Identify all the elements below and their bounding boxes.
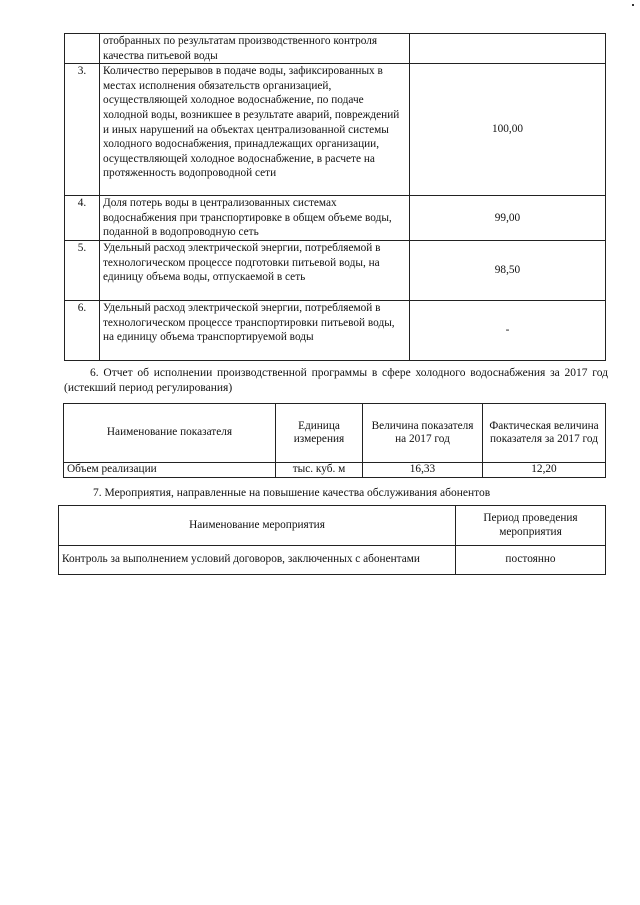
- measure-period: постоянно: [456, 546, 606, 575]
- row-number: 6.: [65, 301, 100, 361]
- program-report-table: [63, 403, 606, 478]
- row-number: 5.: [65, 241, 100, 301]
- section-6-heading: 6. Отчет об исполнении производственной программы в сфере холодного водоснабжения за 2017 год (истекший период регулирования): [64, 367, 608, 394]
- row-number: [65, 34, 100, 64]
- header-actual-value: Фактическая величина показателя за 2017 год: [483, 404, 606, 463]
- scan-dot: [632, 4, 634, 6]
- actual-value: 12,20: [483, 463, 606, 478]
- table-row: [65, 34, 606, 64]
- header-indicator-name: Наименование показателя: [64, 404, 276, 463]
- header-measure-name: Наименование мероприятия: [59, 506, 456, 546]
- indicator-name: Объем реализации: [64, 463, 276, 478]
- measure-name: Контроль за выполнением условий договоров, заключенных с абонентами: [59, 546, 456, 575]
- indicator-value: 98,50: [410, 241, 606, 301]
- indicator-description: Удельный расход электрической энергии, потребляемой в технологическом процессе транспортировки питьевой воды, на единицу объема транспортируемой воды: [100, 301, 410, 361]
- table-row: [65, 301, 606, 361]
- row-number: 4.: [65, 196, 100, 241]
- indicator-description: отобранных по результатам производственного контроля качества питьевой воды: [100, 34, 410, 64]
- table-header-row: [59, 506, 606, 546]
- indicator-description: Доля потерь воды в централизованных системах водоснабжения при транспортировке в общем объеме воды, поданной в водопроводную сеть: [100, 196, 410, 241]
- table-row: [65, 64, 606, 196]
- table-row: [65, 196, 606, 241]
- indicator-value: 99,00: [410, 196, 606, 241]
- measures-table: [58, 505, 606, 575]
- table-header-row: [64, 404, 606, 463]
- header-planned-value: Величина показателя на 2017 год: [363, 404, 483, 463]
- table-row: [65, 241, 606, 301]
- section-7-heading: 7. Мероприятия, направленные на повышение качества обслуживания абонентов: [93, 487, 491, 499]
- planned-value: 16,33: [363, 463, 483, 478]
- indicator-value: [410, 34, 606, 64]
- indicator-value: 100,00: [410, 64, 606, 196]
- table-row: [64, 463, 606, 478]
- header-unit: Единица измерения: [276, 404, 363, 463]
- indicator-description: Количество перерывов в подаче воды, зафиксированных в местах исполнения обязательств организацией, осуществляющей холодное водоснабжение, по подаче холодной воды, возникшее в результате аварий, повреждений и иных нарушений на объектах централизованной системы холодного водоснабжения, принадлежащих организации, осуществляющей холодное водоснабжение, в расчете на протяженность водопроводной сети: [100, 64, 410, 196]
- unit: тыс. куб. м: [276, 463, 363, 478]
- indicators-table: [64, 33, 606, 361]
- indicator-value: -: [410, 301, 606, 361]
- indicator-description: Удельный расход электрической энергии, потребляемой в технологическом процессе подготовки питьевой воды, на единицу объема воды, отпускаемой в сеть: [100, 241, 410, 301]
- table-row: [59, 546, 606, 575]
- row-number: 3.: [65, 64, 100, 196]
- header-period: Период проведения мероприятия: [456, 506, 606, 546]
